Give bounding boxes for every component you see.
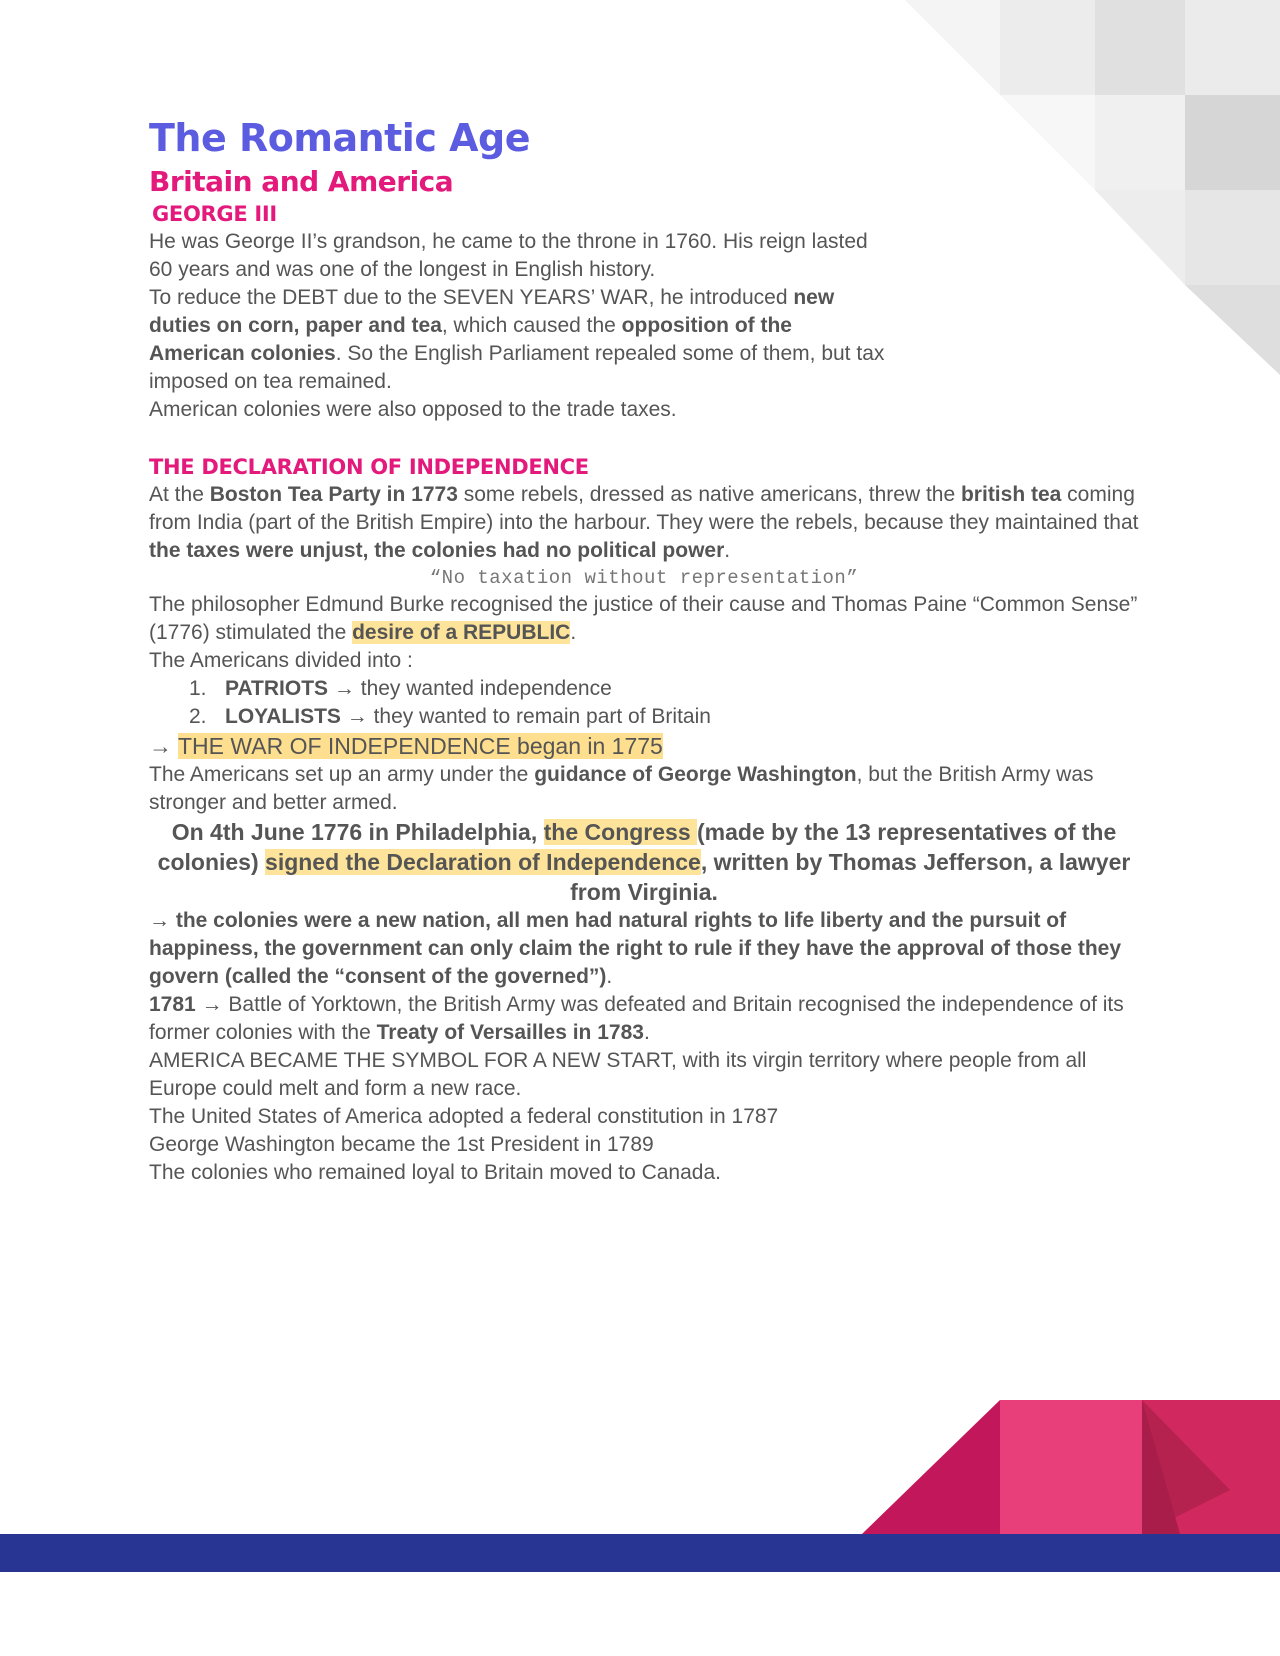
highlighted-text: the Congress — [543, 819, 698, 845]
paragraph — [149, 284, 889, 396]
paragraph: American colonies were also opposed to the trade taxes. — [149, 398, 677, 421]
highlighted-text: desire of a REPUBLIC — [352, 621, 571, 644]
paragraph — [149, 761, 1139, 817]
declaration-paragraph — [149, 817, 1139, 907]
highlighted-text: THE WAR OF INDEPENDENCE began in 1775 — [177, 733, 663, 759]
text-span: (made by the 13 representatives of the colonies) — [157, 819, 1117, 875]
arrow-text: → — [149, 733, 178, 759]
text-span: → Battle of Yorktown, the British Army was defeated and Britain recognised the independence of its former colonies with the — [149, 993, 1124, 1044]
list-number: 2. — [189, 705, 207, 728]
text-span: → they wanted independence — [328, 677, 612, 700]
text-span: The philosopher Edmund Burke recognised the justice of their cause and Thomas Paine “Common Sense” (1776) stimulated the — [149, 593, 1138, 644]
paragraph — [149, 591, 1139, 647]
highlighted-text: signed the Declaration of Independence — [265, 849, 701, 875]
text-span: coming from India (part of the British Empire) into the harbour. They were the rebels, because they maintained that — [149, 483, 1139, 534]
pink-triangle — [862, 1400, 1000, 1534]
paragraph — [149, 907, 1139, 991]
text-span: . — [643, 1021, 650, 1044]
text-span: . — [570, 621, 577, 644]
section-heading-george: GEORGE III — [152, 202, 277, 226]
quote: “No taxation without representation” — [429, 567, 859, 589]
grey-square — [1185, 0, 1280, 95]
bold-text: british tea — [960, 483, 1062, 506]
text-span: At the — [149, 483, 210, 506]
paragraph: The United States of America adopted a federal constitution in 1787 — [149, 1105, 779, 1128]
paragraph: The Americans divided into : — [149, 649, 413, 672]
text-span: . — [724, 539, 731, 562]
spacer — [149, 424, 1139, 453]
paragraph: The colonies who remained loyal to Britain moved to Canada. — [149, 1161, 721, 1184]
text-span: , which caused the — [441, 314, 622, 337]
list-item — [189, 703, 1139, 731]
grey-square — [1000, 0, 1095, 95]
bold-text: 1781 — [149, 993, 196, 1016]
grey-square — [1095, 0, 1185, 95]
page-title: The Romantic Age — [149, 116, 530, 160]
list-item — [189, 675, 1139, 703]
paragraph: AMERICA BECAME THE SYMBOL FOR A NEW START, with its virgin territory where people from all Europe could melt and form a new race. — [149, 1049, 1087, 1100]
bold-text: LOYALISTS — [225, 705, 341, 728]
bottom-bar — [0, 1534, 1280, 1572]
grey-square — [1185, 95, 1280, 190]
bold-text: Treaty of Versailles in 1783 — [376, 1021, 644, 1044]
war-line — [149, 731, 1139, 761]
pink-square — [1000, 1400, 1142, 1534]
text-span: The Americans set up an army under the — [149, 763, 535, 786]
paragraph — [149, 991, 1139, 1047]
section-heading-declaration: THE DECLARATION OF INDEPENDENCE — [149, 455, 589, 479]
text-span: . — [606, 965, 613, 988]
text-span: To reduce the DEBT due to the SEVEN YEARS’ WAR, he introduced — [149, 286, 794, 309]
grey-triangle — [1185, 285, 1280, 375]
bold-text: PATRIOTS — [225, 677, 329, 700]
bold-text: new duties on corn, paper and tea — [149, 286, 835, 337]
bold-text: guidance of George Washington — [534, 763, 857, 786]
document-content — [149, 112, 1139, 1187]
paragraph: George Washington became the 1st President in 1789 — [149, 1133, 654, 1156]
bold-text: the taxes were unjust, the colonies had no political power — [149, 539, 725, 562]
paragraph — [149, 481, 1139, 565]
text-span: . So the English Parliament repealed some of them, but tax imposed on tea remained. — [149, 342, 885, 393]
bold-text: Boston Tea Party in 1773 — [209, 483, 458, 506]
bold-text: opposition of the American colonies — [149, 314, 792, 365]
paragraph: He was George II’s grandson, he came to the throne in 1760. His reign lasted 60 years and was one of the longest in English history. — [149, 230, 868, 281]
text-span: , but the British Army was stronger and better armed. — [149, 763, 1094, 814]
page-subtitle: Britain and America — [149, 165, 454, 198]
grey-square — [1185, 190, 1280, 285]
factions-list — [149, 675, 1139, 731]
list-number: 1. — [189, 677, 207, 700]
text-span: , written by Thomas Jefferson, a lawyer from Virginia. — [570, 849, 1131, 905]
text-span: some rebels, dressed as native americans, threw the — [457, 483, 961, 506]
text-span: → they wanted to remain part of Britain — [340, 705, 711, 728]
bold-text: → the colonies were a new nation, all men had natural rights to life liberty and the pursuit of happiness, the government can only claim the right to rule if they have the approval of those they govern (called the “consent of the governed”) — [149, 909, 1122, 988]
text-span: On 4th June 1776 in Philadelphia, — [171, 819, 544, 845]
